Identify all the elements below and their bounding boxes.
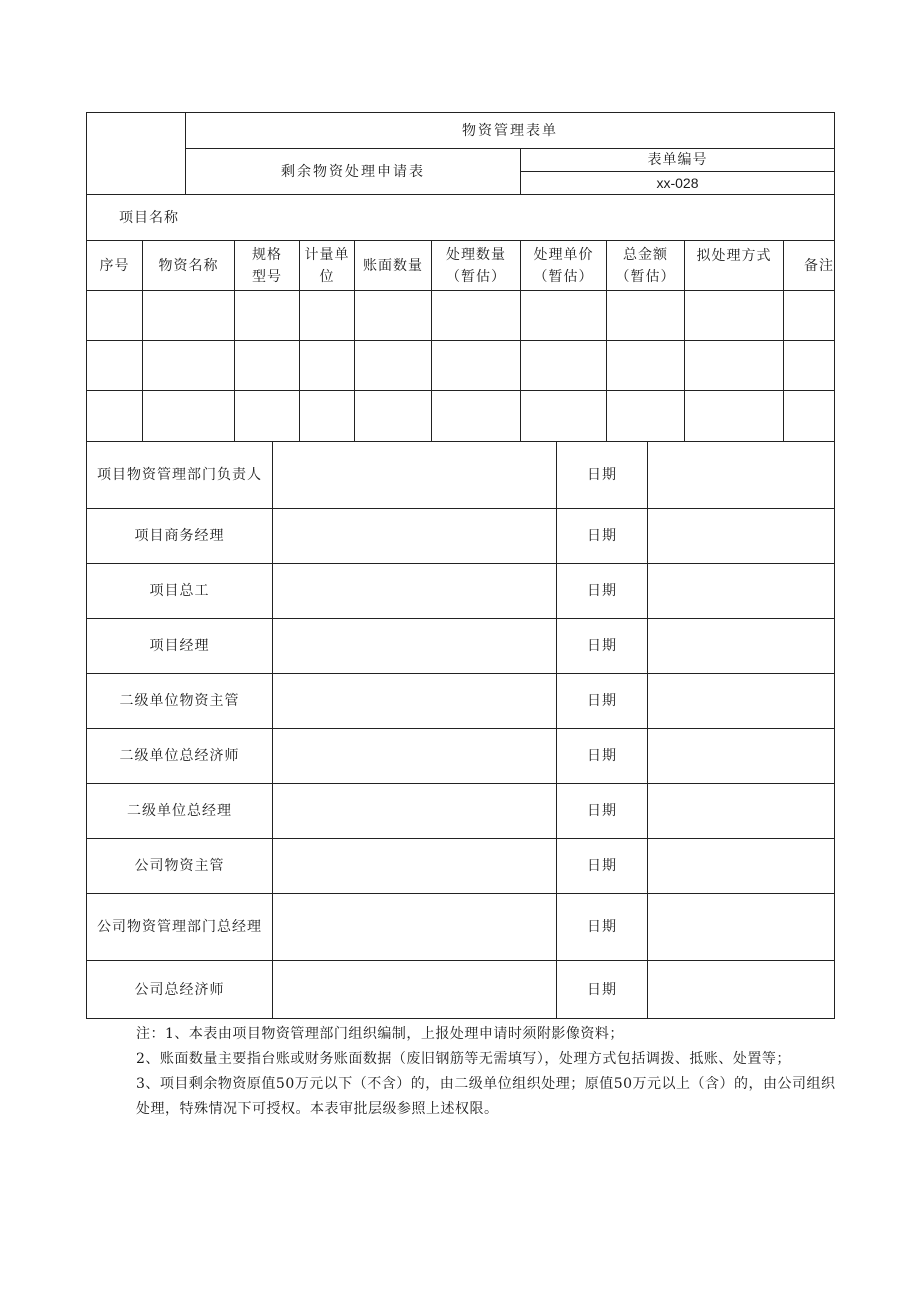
signoff-role: 二级单位总经理 (87, 784, 273, 839)
col-header: 账面数量 (355, 241, 432, 291)
date-cell[interactable] (648, 729, 835, 784)
signature-cell[interactable] (273, 564, 557, 619)
date-label: 日期 (557, 442, 648, 509)
cell[interactable] (432, 291, 521, 341)
col-header: 物资名称 (143, 241, 235, 291)
cell[interactable] (235, 391, 300, 442)
cell[interactable] (784, 391, 835, 442)
cell[interactable] (355, 291, 432, 341)
signature-cell[interactable] (273, 784, 557, 839)
signoff-row (87, 729, 835, 784)
col-header: 计量单位 (300, 241, 355, 291)
date-cell[interactable] (648, 619, 835, 674)
date-cell[interactable] (648, 564, 835, 619)
cell[interactable] (235, 341, 300, 391)
category-title: 物资管理表单 (186, 113, 835, 149)
col-header: 序号 (87, 241, 143, 291)
signoff-row (87, 894, 835, 961)
cell[interactable] (784, 341, 835, 391)
signature-cell[interactable] (273, 674, 557, 729)
signoff-row (87, 784, 835, 839)
form-title: 剩余物资处理申请表 (186, 149, 521, 195)
cell[interactable] (607, 341, 685, 391)
date-label: 日期 (557, 894, 648, 961)
cell[interactable] (355, 391, 432, 442)
date-label: 日期 (557, 729, 648, 784)
form-sheet (86, 112, 834, 1019)
form-header (86, 112, 835, 241)
date-cell[interactable] (648, 784, 835, 839)
note-3: 3、项目剩余物资原值50万元以下（不含）的，由二级单位组织处理；原值50万元以上（含）的，由公司组织处理，特殊情况下可授权。本表审批层级参照上述权限。 (136, 1076, 836, 1117)
notes-section (136, 1022, 836, 1122)
cell[interactable] (87, 291, 143, 341)
signoff-role: 项目物资管理部门负责人 (87, 442, 273, 509)
signature-cell[interactable] (273, 961, 557, 1019)
cell[interactable] (300, 391, 355, 442)
signature-cell[interactable] (273, 442, 557, 509)
cell[interactable] (143, 391, 235, 442)
cell[interactable] (521, 341, 607, 391)
col-header: 处理单价（暂估） (521, 241, 607, 291)
cell[interactable] (685, 391, 784, 442)
note-2: 2、账面数量主要指台账或财务账面数据（废旧钢筋等无需填写），处理方式包括调拨、抵账、处置等； (136, 1051, 791, 1067)
cell[interactable] (355, 341, 432, 391)
signature-cell[interactable] (273, 729, 557, 784)
cell[interactable] (685, 291, 784, 341)
signoff-role: 公司总经济师 (87, 961, 273, 1019)
date-cell[interactable] (648, 509, 835, 564)
signoff-role: 项目商务经理 (87, 509, 273, 564)
project-name-label: 项目名称 (87, 195, 835, 241)
date-cell[interactable] (648, 442, 835, 509)
cell[interactable] (432, 341, 521, 391)
signoff-row (87, 509, 835, 564)
signature-cell[interactable] (273, 619, 557, 674)
signoff-role: 二级单位总经济师 (87, 729, 273, 784)
cell[interactable] (143, 291, 235, 341)
form-no-value: xx-028 (521, 172, 835, 195)
table-row (87, 391, 835, 442)
date-label: 日期 (557, 509, 648, 564)
cell[interactable] (784, 291, 835, 341)
date-cell[interactable] (648, 894, 835, 961)
note-1: 注：1、本表由项目物资管理部门组织编制，上报处理申请时须附影像资料； (136, 1026, 624, 1042)
signoff-row (87, 839, 835, 894)
form-no-label: 表单编号 (521, 149, 835, 172)
signoff-row (87, 674, 835, 729)
col-header: 拟处理方式 (685, 241, 784, 291)
cell[interactable] (432, 391, 521, 442)
signoff-row (87, 564, 835, 619)
signoff-role: 项目经理 (87, 619, 273, 674)
cell[interactable] (235, 291, 300, 341)
signoff-row (87, 619, 835, 674)
logo-cell (87, 113, 186, 195)
table-row (87, 341, 835, 391)
col-header: 总金额（暂估） (607, 241, 685, 291)
date-label: 日期 (557, 564, 648, 619)
date-label: 日期 (557, 619, 648, 674)
signature-cell[interactable] (273, 839, 557, 894)
cell[interactable] (300, 291, 355, 341)
date-cell[interactable] (648, 961, 835, 1019)
signoff-role: 项目总工 (87, 564, 273, 619)
cell[interactable] (87, 391, 143, 442)
signoff-row (87, 961, 835, 1019)
cell[interactable] (521, 391, 607, 442)
items-table (86, 240, 835, 442)
cell[interactable] (87, 341, 143, 391)
date-cell[interactable] (648, 839, 835, 894)
col-header: 规格型号 (235, 241, 300, 291)
cell[interactable] (685, 341, 784, 391)
cell[interactable] (300, 341, 355, 391)
signoff-row (87, 442, 835, 509)
signoff-table (86, 441, 835, 1019)
signoff-role: 二级单位物资主管 (87, 674, 273, 729)
cell[interactable] (607, 291, 685, 341)
table-row (87, 291, 835, 341)
items-header-row (87, 241, 835, 291)
cell[interactable] (143, 341, 235, 391)
date-label: 日期 (557, 961, 648, 1019)
cell[interactable] (521, 291, 607, 341)
signature-cell[interactable] (273, 894, 557, 961)
date-cell[interactable] (648, 674, 835, 729)
date-label: 日期 (557, 674, 648, 729)
cell[interactable] (607, 391, 685, 442)
col-header: 处理数量（暂估） (432, 241, 521, 291)
signoff-role: 公司物资主管 (87, 839, 273, 894)
signature-cell[interactable] (273, 509, 557, 564)
col-header: 备注 (784, 241, 835, 291)
signoff-role: 公司物资管理部门总经理 (87, 894, 273, 961)
date-label: 日期 (557, 839, 648, 894)
date-label: 日期 (557, 784, 648, 839)
